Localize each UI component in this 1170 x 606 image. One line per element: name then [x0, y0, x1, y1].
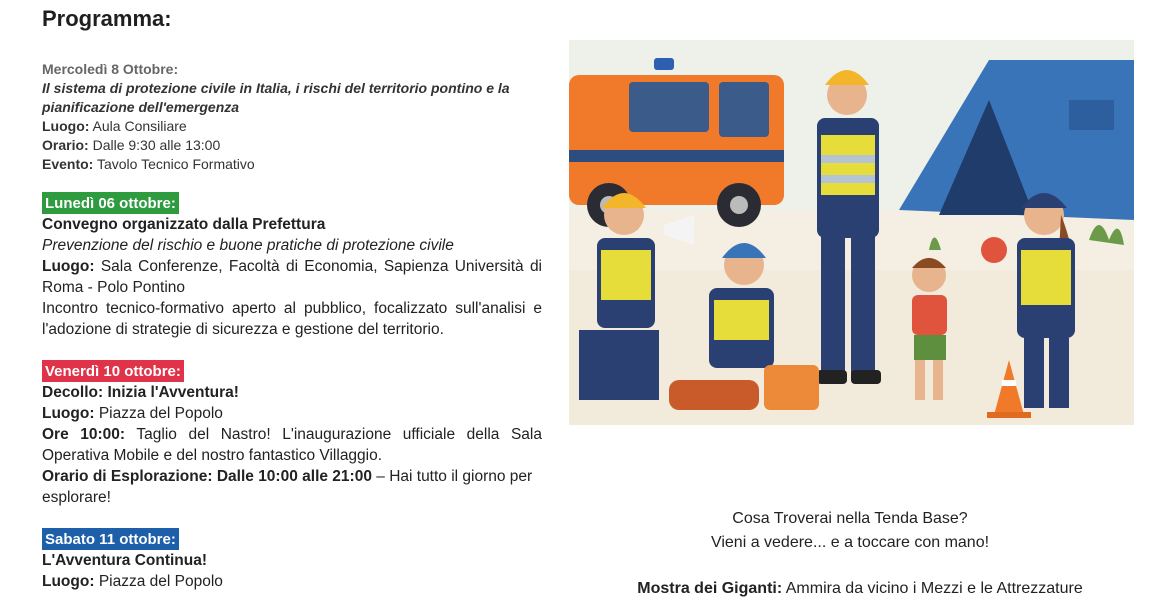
event-opening	[42, 424, 542, 466]
event-title: L'Avventura Continua!	[42, 552, 208, 569]
location-label: Luogo:	[42, 118, 90, 134]
location-value: Piazza del Popolo	[98, 405, 223, 422]
event-location	[42, 403, 542, 424]
location-label: Luogo:	[42, 573, 95, 590]
event-saturday	[42, 528, 542, 592]
location-label: Luogo:	[42, 258, 95, 275]
location-value: Piazza del Popolo	[98, 573, 223, 590]
location-value: Aula Consiliare	[92, 118, 187, 134]
event-date: Mercoledì 8 Ottobre:	[42, 61, 179, 77]
location-value: Sala Conferenze, Facoltà di Economia, Sapienza Università di Roma - Polo Pontino	[42, 258, 543, 296]
event-subtitle: Prevenzione del rischio e buone pratiche di protezione civile	[42, 237, 454, 254]
type-label: Evento:	[42, 156, 94, 172]
event-description: Incontro tecnico-formativo aperto al pubblico, focalizzato sull'analisi e l'adozione di strategie di sicurezza e gestione del territorio.	[42, 300, 542, 338]
time-value: Dalle 9:30 alle 13:00	[92, 137, 221, 153]
date-badge: Sabato 11 ottobre:	[42, 528, 179, 550]
event-location	[42, 117, 542, 136]
exhibit-line	[560, 580, 1160, 598]
event-time	[42, 136, 542, 155]
event-title: Convegno organizzato dalla Prefettura	[42, 216, 326, 233]
event-friday	[42, 360, 542, 508]
page-title: Programma:	[42, 6, 172, 31]
exhibit-value: Ammira da vicino i Mezzi e le Attrezzature	[785, 580, 1083, 597]
date-badge: Lunedì 06 ottobre:	[42, 192, 179, 214]
event-wednesday	[42, 60, 542, 174]
hours-label: Orario di Esplorazione: Dalle 10:00 alle 21:00	[42, 468, 372, 485]
exhibit-label: Mostra dei Giganti:	[637, 580, 783, 597]
event-type	[42, 155, 542, 174]
location-label: Luogo:	[42, 405, 95, 422]
opening-label: Ore 10:00:	[42, 426, 126, 443]
civil-protection-illustration	[569, 40, 1134, 425]
hours-value: – Hai tutto il giorno per esplorare!	[42, 468, 533, 506]
program-list	[42, 60, 542, 606]
tent-invite: Vieni a vedere... e a toccare con mano!	[710, 534, 990, 551]
tent-question: Cosa Troverai nella Tenda Base?	[732, 510, 968, 527]
type-value: Tavolo Tecnico Formativo	[96, 156, 255, 172]
event-location	[42, 256, 542, 298]
event-subtitle: Il sistema di protezione civile in Italia, i rischi del territorio pontino e la pianificazione dell'emergenza	[42, 80, 510, 115]
time-label: Orario:	[42, 137, 89, 153]
vehicle-icon	[569, 58, 784, 227]
event-hours	[42, 466, 542, 508]
opening-value: Taglio del Nastro! L'inaugurazione ufficiale della Sala Operativa Mobile e del nostro fantastico Villaggio.	[42, 426, 542, 464]
date-badge: Venerdì 10 ottobre:	[42, 360, 184, 382]
event-location	[42, 571, 542, 592]
event-title: Decollo: Inizia l'Avventura!	[42, 384, 239, 401]
event-monday	[42, 192, 542, 340]
